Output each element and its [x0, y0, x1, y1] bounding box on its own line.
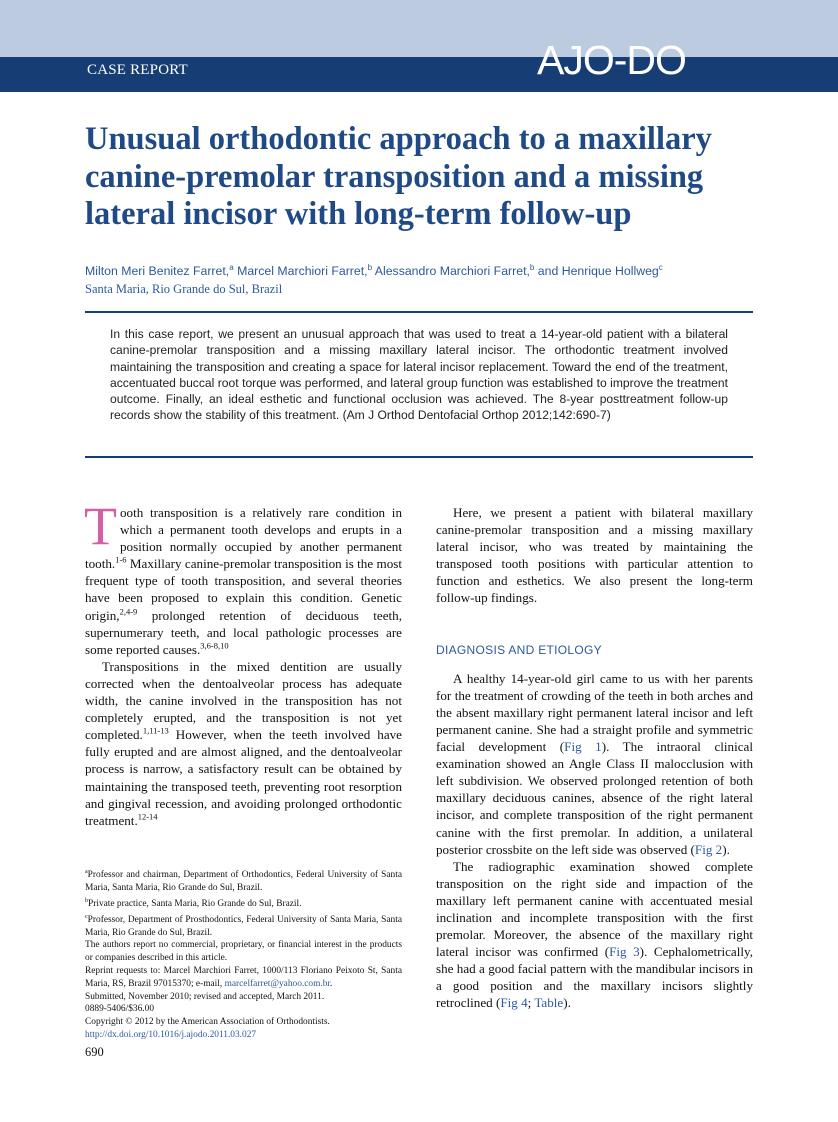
reprint-end: .	[330, 978, 333, 989]
paragraph-text: However, when the teeth involved have fully erupted and are almost aligned, and the dentoalveolar process is narrow, a satisfactory result can be obtained by maintaining the transposed teeth, preventing root resorption and gingival recession, and avoiding prolonged orthodontic treatment.	[85, 727, 402, 828]
submission-dates: Submitted, November 2010; revised and accepted, March 2011.	[85, 991, 325, 1002]
paragraph-text: ooth transposition is a relatively rare condition in which a permanent tooth develops and erupts in a position normally occupied by another permanent tooth.	[85, 505, 402, 572]
author-location: Santa Maria, Rio Grande do Sul, Brazil	[85, 282, 283, 296]
footnote-a	[85, 866, 402, 895]
table-link[interactable]: Table	[534, 995, 564, 1011]
drop-cap: T	[84, 496, 117, 556]
reference-citation[interactable]: 12-14	[137, 811, 158, 822]
body-paragraph	[85, 658, 402, 829]
reference-citation[interactable]: 1,11-13	[142, 725, 169, 736]
paragraph-text: ). Cephalometrically, she had a good facial pattern with the mandibular incisors in a good position and the maxillary incisors slightly retroclined (	[436, 944, 753, 1011]
abstract-bottom-rule	[85, 456, 753, 458]
paragraph-text: ).	[722, 841, 730, 857]
reference-citation[interactable]: 2,4-9	[119, 606, 138, 617]
reprint-text: Reprint requests to: Marcel Marchiori Farret, 1000/113 Floriano Peixoto St, Santa Maria, RS, Brazil 97015370; e-mail,	[85, 965, 402, 989]
paragraph-text: ).	[563, 995, 571, 1011]
footnote-text: Professor and chairman, Department of Orthodontics, Federal University of Santa Maria, Santa Maria, Rio Grande do Sul, Brazil.	[85, 870, 402, 893]
journal-logo: AJO-DO	[537, 37, 686, 83]
footnote-mark: b	[85, 897, 88, 904]
page-number: 690	[85, 1045, 104, 1059]
paragraph-text: ). The intraoral clinical examination showed an Angle Class II malocclusion with left subdivision. We observed prolonged retention of both maxillary deciduous canines, absence of the right lateral incisor, and complete transposition of the right permanent canine with the first premolar. In addition, a unilateral posterior crossbite on the left side was observed (	[436, 739, 753, 857]
email-link[interactable]: marcelfarret@yahoo.com.br	[224, 978, 331, 989]
figure-link[interactable]: Fig 1	[564, 739, 602, 755]
doi-link[interactable]: http://dx.doi.org/10.1016/j.ajodo.2011.03.027	[85, 1029, 257, 1040]
body-paragraph	[84, 496, 402, 658]
left-column	[84, 496, 402, 829]
paragraph-text: A healthy 14-year-old girl came to us with her parents for the treatment of crowding of the teeth in both arches and the absent maxillary right permanent lateral incisor and left permanent canine. She had a straight profile and symmetric facial development (	[436, 670, 753, 755]
conflict-statement: The authors report no commercial, proprietary, or financial interest in the products or companies described in this article.	[85, 940, 402, 964]
paragraph-text: ;	[527, 995, 535, 1011]
section-label: CASE REPORT	[87, 62, 188, 78]
body-paragraph: Here, we present a patient with bilateral maxillary canine-premolar transposition and a missing maxillary lateral incisor, who was treated by maintaining the transposed tooth positions with particular attention to function and esthetics. We also present the long-term follow-up findings.	[436, 505, 753, 606]
reprint-requests	[85, 965, 402, 991]
footnotes	[85, 866, 402, 1042]
body-paragraph	[436, 858, 753, 1012]
article-title: Unusual orthodontic approach to a maxillary canine-premolar transposition and a missing lateral incisor with long-term follow-up	[85, 121, 712, 232]
reference-citation[interactable]: 3,6-8,10	[200, 640, 229, 651]
section-heading: DIAGNOSIS AND ETIOLOGY	[436, 642, 602, 657]
copyright: Copyright © 2012 by the American Association of Orthodontists.	[85, 1017, 330, 1028]
author-name: Alessandro Marchiori Farret,	[372, 264, 530, 279]
paragraph-text: Maxillary canine-premolar transposition is the most frequent type of tooth transposition, and several theories have been proposed to explain this condition. Genetic origin,	[85, 556, 402, 623]
footnote-mark: c	[85, 913, 88, 920]
author-affil-mark: c	[658, 263, 663, 272]
figure-link[interactable]: Fig 2	[694, 841, 723, 857]
figure-link[interactable]: Fig 3	[609, 944, 640, 960]
author-name: Marcel Marchiori Farret,	[233, 264, 368, 279]
paragraph-text: The radiographic examination showed complete transposition on the right side and impaction of the maxillary left permanent canine with accentuated mesial inclination and incomplete transposition with the first premolar. Moreover, the absence of the maxillary right lateral incisor was confirmed (	[436, 858, 753, 960]
author-affil-mark: a	[229, 263, 234, 272]
abstract-top-rule	[85, 311, 753, 313]
paragraph-text: Transpositions in the mixed dentition are usually corrected when the dentoalveolar process has adequate width, the canine involved in the transposition has not completely erupted, and the transposition is not yet completed.	[85, 658, 402, 743]
footnote-mark: a	[85, 869, 88, 875]
author-name: Milton Meri Benitez Farret,	[85, 264, 230, 279]
author-name: and Henrique Hollweg	[534, 264, 659, 279]
footnote-c	[85, 911, 402, 940]
author-affil-mark: b	[367, 263, 373, 272]
footnote-b	[85, 895, 402, 911]
paragraph-text: prolonged retention of deciduous teeth, supernumerary teeth, and local pathologic processes are some reported causes.	[85, 607, 402, 657]
footnote-text: Professor, Department of Prosthodontics, Federal University of Santa Maria, Santa Maria, Rio Grande do Sul, Brazil.	[85, 914, 402, 938]
header-band	[0, 0, 838, 57]
author-list	[85, 263, 785, 278]
reference-citation[interactable]: 1-6	[115, 554, 127, 565]
author-affil-mark: b	[529, 263, 535, 272]
issn: 0889-5406/$36.00	[85, 1004, 155, 1015]
body-paragraph	[436, 670, 753, 858]
footnote-text: Private practice, Santa Maria, Rio Grande do Sul, Brazil.	[88, 898, 302, 909]
right-column	[436, 504, 753, 1012]
figure-link[interactable]: Fig 4	[500, 995, 528, 1011]
abstract: In this case report, we present an unusual approach that was used to treat a 14-year-old patient with a bilateral canine-premolar transposition and a missing maxillary lateral incisor. The orthodontic treatment involved maintaining the transposition and creating a space for lateral incisor replacement. Toward the end of the treatment, accentuated buccal root torque was performed, and lateral group function was established to improve the treatment outcome. Finally, an ideal esthetic and functional occlusion was achieved. The 8-year posttreatment follow-up records show the stability of this treatment. (Am J Orthod Dentofacial Orthop 2012;142:690-7)	[110, 327, 728, 423]
